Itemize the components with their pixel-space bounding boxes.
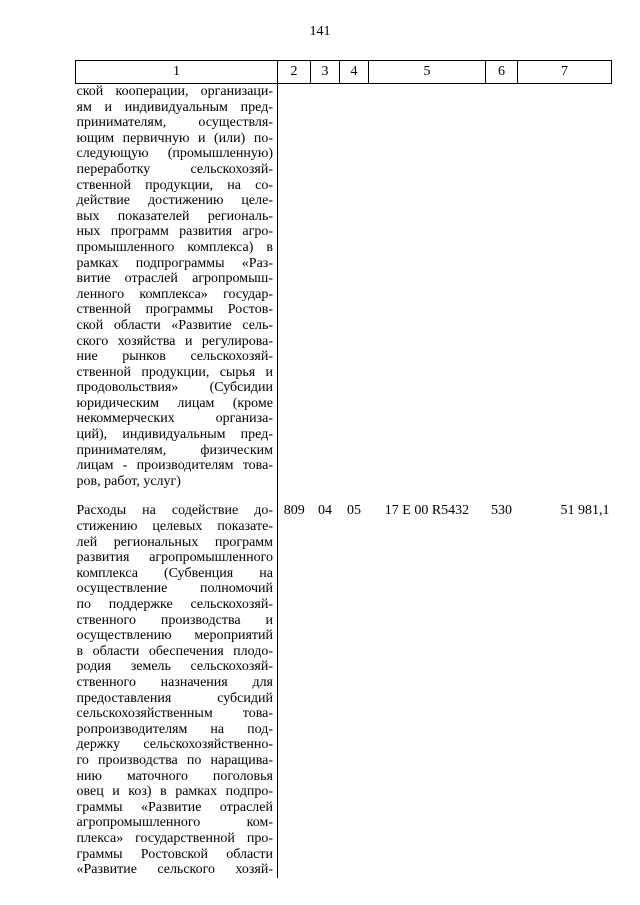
desc-line: рамках подпрограммы «Раз- — [76, 255, 273, 271]
cell-col7 — [518, 84, 612, 490]
desc-line: стижению целевых показате- — [76, 519, 273, 535]
desc-line: Расходы на содействие до- — [76, 503, 273, 519]
row-description — [76, 489, 278, 877]
desc-line: ющим первичную и (или) по- — [76, 130, 273, 146]
desc-line: ской области «Развитие сель- — [76, 317, 273, 333]
col-header-3: 3 — [311, 61, 340, 84]
desc-line: ственного назначения для — [76, 674, 273, 690]
desc-line: граммы «Развитие отраслей — [76, 799, 273, 815]
desc-line: родия земель сельскохозяй- — [76, 659, 273, 675]
desc-line: по поддержке сельскохозяй- — [76, 597, 273, 612]
cell-col7: 51 981,1 — [560, 503, 610, 519]
desc-line: лицам - производителям това- — [76, 458, 273, 474]
cell-col3 — [311, 84, 340, 490]
desc-line: ственной продукции, на со- — [76, 177, 273, 193]
col-header-7: 7 — [518, 61, 612, 84]
cell-col3: 04 — [318, 503, 332, 519]
desc-line: осуществление полномочий — [76, 581, 273, 597]
col-header-6: 6 — [486, 61, 518, 84]
page-number: 141 — [309, 24, 331, 39]
desc-line: некоммерческих организа- — [76, 411, 273, 427]
desc-line: ние рынков сельскохозяй- — [76, 349, 273, 365]
desc-line: осуществлению мероприятий — [76, 628, 273, 644]
desc-line: ственной программы Ростов- — [76, 302, 273, 318]
desc-line: в области обеспечения плодо- — [76, 643, 273, 659]
cell-col6: 530 — [491, 503, 512, 519]
desc-line: нию маточного поголовья — [76, 768, 273, 784]
cell-col6 — [486, 84, 518, 490]
desc-line: го производства по наращива- — [76, 752, 273, 768]
desc-line: развития агропромышленного — [76, 550, 273, 566]
desc-line: вых показателей региональ- — [76, 208, 273, 224]
table-row — [76, 84, 612, 490]
col-header-5: 5 — [369, 61, 486, 84]
desc-line: юридическим лицам (кроме — [76, 395, 273, 411]
desc-line: держку сельскохозяйственно- — [76, 737, 273, 753]
cell-col5: 17 Е 00 R5432 — [384, 503, 470, 519]
desc-line: ственного производства и — [76, 612, 273, 628]
desc-line: следующую (промышленную) — [76, 146, 273, 162]
col-header-4: 4 — [340, 61, 369, 84]
cell-col2: 809 — [283, 503, 305, 519]
desc-line: овец и коз) в рамках подпро- — [76, 784, 273, 800]
desc-line: ям и индивидуальным пред- — [76, 99, 273, 115]
desc-line: ского хозяйства и регулирова- — [76, 333, 273, 349]
budget-table — [75, 60, 612, 878]
desc-line: граммы Ростовской области — [76, 846, 273, 862]
desc-line: действие достижению целе- — [76, 193, 273, 209]
desc-line: агропромышленного ком- — [76, 815, 273, 831]
desc-line: ленного комплекса» государ- — [76, 286, 273, 302]
desc-line: «Развитие сельского хозяй- — [76, 862, 273, 878]
desc-line: принимателям, физическим — [76, 442, 273, 458]
desc-line: плекса» государственной про- — [76, 830, 273, 846]
cell-col2 — [278, 84, 311, 490]
desc-line: ций), индивидуальным пред- — [76, 427, 273, 443]
header-row — [76, 61, 612, 84]
desc-line: ропроизводителям на под- — [76, 721, 273, 737]
desc-line: ской кооперации, организаци- — [76, 84, 273, 99]
cell-col4 — [340, 84, 369, 490]
desc-line: витие отраслей агропромыш- — [76, 271, 273, 287]
desc-line: промышленного комплекса) в — [76, 239, 273, 255]
desc-line: комплекса (Субвенция на — [76, 565, 273, 581]
desc-line: принимателям, осуществля- — [76, 115, 273, 131]
col-header-1: 1 — [76, 61, 278, 84]
cell-col4: 05 — [347, 503, 361, 519]
row-description — [76, 84, 278, 490]
desc-line: ных программ развития агро- — [76, 224, 273, 240]
desc-line: продовольствия» (Субсидии — [76, 380, 273, 396]
table-row — [76, 489, 612, 877]
col-header-2: 2 — [278, 61, 311, 84]
desc-line: сельскохозяйственным това- — [76, 706, 273, 722]
desc-line: предоставления субсидий — [76, 690, 273, 706]
cell-col5 — [369, 84, 486, 490]
desc-line: ственной продукции, сырья и — [76, 364, 273, 380]
desc-line: ров, работ, услуг) — [76, 473, 181, 489]
desc-line: переработку сельскохозяй- — [76, 161, 273, 177]
desc-line: лей региональных программ — [76, 534, 273, 550]
